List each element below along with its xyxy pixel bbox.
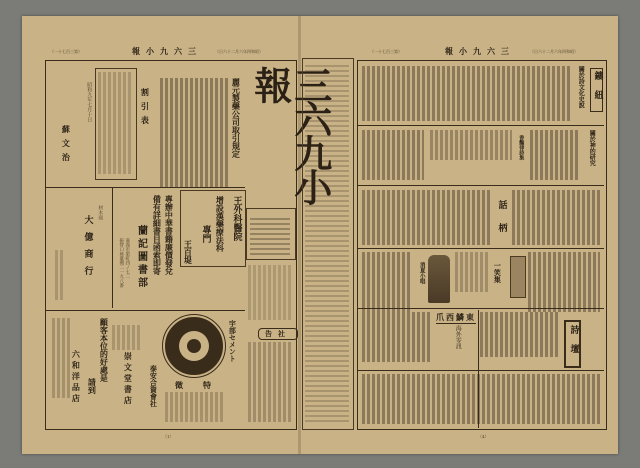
divider xyxy=(478,310,479,428)
timber-shop-name: 大億商行 xyxy=(82,215,93,283)
cement-brand-logo xyxy=(163,315,225,377)
bookstore-info xyxy=(112,325,140,350)
left-header-title: 三六九小報 xyxy=(132,46,202,56)
overseas-subtitle: 海外零訊 xyxy=(454,325,462,349)
divider xyxy=(358,248,604,249)
clothing-ad-text xyxy=(52,318,70,398)
song-body xyxy=(362,252,412,312)
article-culture-body xyxy=(362,66,572,121)
books-ad-name: 蘭記圖書部 xyxy=(135,225,147,290)
divider xyxy=(45,187,245,188)
article-title-gods: 關於神的研究 xyxy=(588,130,596,166)
right-header-date: （日六十二月六年四和昭） xyxy=(530,49,578,54)
clothing-ad-invite: 請到 xyxy=(87,378,98,394)
divider xyxy=(358,370,604,371)
divider xyxy=(358,125,604,126)
figure-illustration xyxy=(428,255,450,303)
right-header-title: 三六九小報 xyxy=(445,46,515,56)
hospital-doctor: 王百堤 xyxy=(183,240,194,264)
left-issue-number: （一十七百三第） xyxy=(50,49,82,54)
books-ad-line1: 專辦中華書籍廉價發兌 xyxy=(164,195,175,275)
jokes-body xyxy=(528,252,600,312)
clothing-shop-name: 六和洋品店 xyxy=(71,350,82,405)
masthead-logo: 三六九小報 xyxy=(247,66,333,202)
notice-body xyxy=(248,342,292,422)
discount-table-cells xyxy=(98,72,132,174)
hospital-specialty: 專門 xyxy=(200,225,211,243)
masthead-info-text xyxy=(250,215,290,255)
divider xyxy=(112,188,113,308)
hospital-name: 王外科醫院 xyxy=(231,196,242,241)
cement-features-list xyxy=(165,392,223,422)
announcement-date: 昭和九年七月十日 xyxy=(86,82,93,122)
right-page-number: （4） xyxy=(478,434,489,439)
bookstore-name: 崇文堂書店 xyxy=(123,352,134,407)
article-title-culture: 關於詩文化史說 xyxy=(577,66,585,108)
talk-section-title: 話柄 xyxy=(496,200,507,246)
books-ad-line2: 備有詳細書目函索即寄 xyxy=(152,195,163,275)
song-section-title: 消夏小唱 xyxy=(418,262,425,284)
article-poems-body xyxy=(430,130,512,160)
notice-title: 社告 xyxy=(258,328,298,340)
timetable-rows xyxy=(305,62,349,422)
left-header-date: （日六十二月六年四和昭） xyxy=(215,49,263,54)
announcement-body xyxy=(160,78,228,188)
left-page-number: （1） xyxy=(163,434,174,439)
article-title-poems: 香豔律詩集 xyxy=(518,135,525,160)
announcement-title: 麗元製藥公司取引規定 xyxy=(231,78,242,158)
misc-body xyxy=(362,312,432,362)
divider xyxy=(358,185,604,186)
discount-table-title: 割引表 xyxy=(140,88,151,130)
cement-features-title: 特徵 xyxy=(175,380,231,390)
talk-body-right xyxy=(512,190,600,245)
bookshop-listing xyxy=(248,265,292,320)
timber-kind: 材木商 xyxy=(97,205,104,220)
right-issue-number: （一十七百三第） xyxy=(370,49,402,54)
article-gods-body xyxy=(530,130,580,180)
column-title: 鏤紐 xyxy=(590,68,603,112)
jokes-illustration xyxy=(510,256,526,298)
books-ad-account: 振替口座臺灣二一九八番 xyxy=(118,238,124,288)
books-ad-address: 嘉義市榮町四ノ七二 xyxy=(124,238,130,279)
hospital-service: 增設漢藥療法科 xyxy=(215,196,226,252)
announcement-signer: 蘇文治 xyxy=(61,125,72,167)
divider xyxy=(358,308,604,309)
jokes-extra xyxy=(455,252,490,292)
talk-body-left xyxy=(362,190,490,245)
clothing-ad-slogan: 顧客本位的好處是 xyxy=(99,318,110,382)
cement-brand: 宇部セメント xyxy=(228,320,238,362)
poetry-body xyxy=(480,312,558,357)
jokes-section-title: 一笑集 xyxy=(493,262,503,283)
timber-address xyxy=(55,250,65,300)
bottom-articles-body xyxy=(362,374,600,424)
misc-section-title: 東鱗西爪 xyxy=(436,312,476,322)
article-misc-body xyxy=(362,130,424,180)
cement-company: 泰安合資會社 xyxy=(149,365,159,407)
poetry-section-title: 詩壇 xyxy=(564,320,581,368)
divider xyxy=(45,310,245,311)
